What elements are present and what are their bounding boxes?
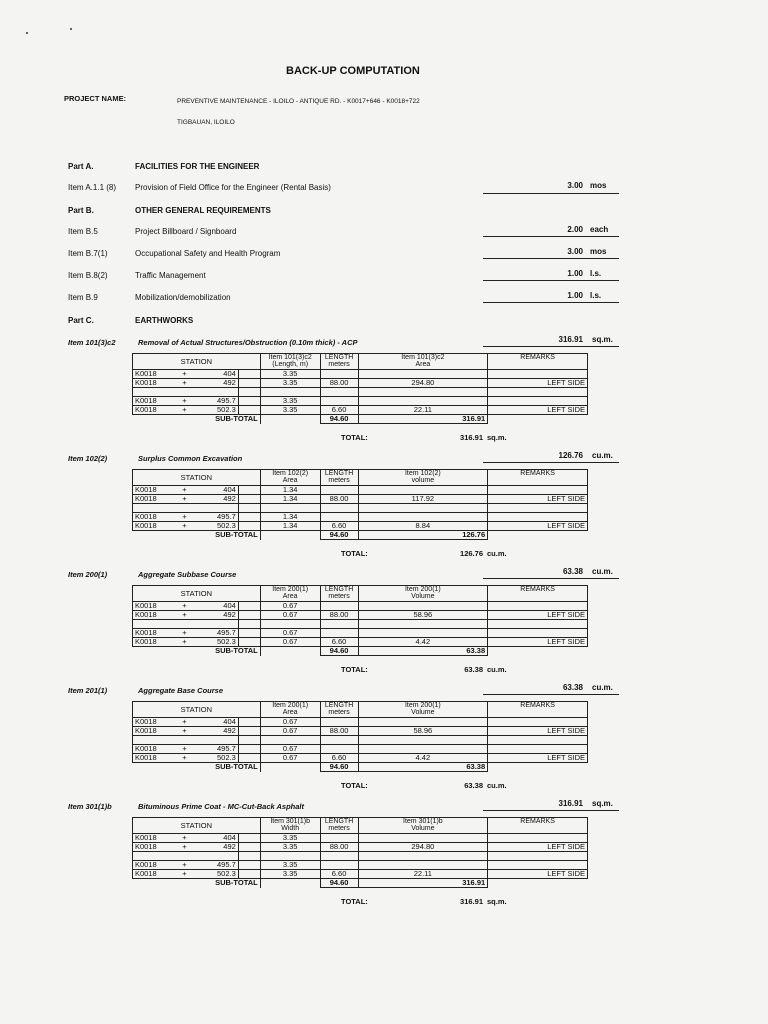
total-label: TOTAL: bbox=[341, 665, 368, 674]
item-a111-desc: Provision of Field Office for the Engineer (Rental Basis) bbox=[135, 183, 331, 192]
subtotal-length: 94.60 bbox=[320, 879, 358, 888]
item-header: Item 102(2) Area bbox=[260, 470, 320, 486]
length-header: LENGTH meters bbox=[320, 702, 358, 718]
total-label: TOTAL: bbox=[341, 897, 368, 906]
section-qty: 63.38 bbox=[562, 683, 583, 692]
item-b71-code: Item B.7(1) bbox=[68, 249, 108, 258]
station-header: STATION bbox=[133, 586, 261, 602]
section-item-title: Surplus Common Excavation bbox=[138, 454, 243, 463]
table-header-row bbox=[133, 818, 588, 834]
qty-underline bbox=[483, 280, 619, 281]
scan-mark bbox=[26, 32, 28, 34]
subtotal-row bbox=[133, 879, 588, 888]
remarks-header: REMARKS bbox=[488, 586, 588, 602]
total-unit: cu.m. bbox=[487, 549, 507, 558]
total-value: 126.76 bbox=[460, 549, 483, 558]
project-name-line1: PREVENTIVE MAINTENANCE - ILOILO - ANTIQUE RD. - K0017+646 - K0018+722 bbox=[177, 98, 420, 105]
subtotal-value: 316.91 bbox=[358, 879, 488, 888]
result-header: Item 200(1) Volume bbox=[358, 586, 488, 602]
section-item-code: Item 301(1)b bbox=[68, 802, 112, 811]
table-row: K0018 + 404 0.67 bbox=[133, 718, 588, 727]
table-row: K0018 + 492 0.67 88.00 58.96 LEFT SIDE bbox=[133, 727, 588, 736]
qty-underline bbox=[483, 193, 619, 194]
total-label: TOTAL: bbox=[341, 781, 368, 790]
qty-underline bbox=[483, 346, 619, 347]
item-b82-qty: 1.00 bbox=[567, 269, 583, 278]
total-value: 63.38 bbox=[464, 781, 483, 790]
subtotal-row bbox=[133, 415, 588, 424]
table-row: K0018 + 495.7 0.67 bbox=[133, 629, 588, 638]
table-row: K0018 + 502.3 1.34 6.60 8.84 LEFT SIDE bbox=[133, 522, 588, 531]
part-b-code: Part B. bbox=[68, 206, 94, 215]
section-unit: sq.m. bbox=[592, 335, 613, 344]
table-row: K0018 + 502.3 3.35 6.60 22.11 LEFT SIDE bbox=[133, 406, 588, 415]
table-spacer-row bbox=[133, 736, 588, 745]
table-spacer-row bbox=[133, 852, 588, 861]
computation-table bbox=[132, 585, 588, 656]
item-b9-qty: 1.00 bbox=[567, 291, 583, 300]
result-header: Item 301(1)b Volume bbox=[358, 818, 488, 834]
section-item-code: Item 102(2) bbox=[68, 454, 108, 463]
subtotal-length: 94.60 bbox=[320, 647, 358, 656]
part-a-code: Part A. bbox=[68, 162, 94, 171]
section-qty: 126.76 bbox=[558, 451, 583, 460]
item-b71-unit: mos bbox=[590, 247, 607, 256]
table-row: K0018 + 492 3.35 88.00 294.80 LEFT SIDE bbox=[133, 843, 588, 852]
item-b82-desc: Traffic Management bbox=[135, 271, 206, 280]
total-label: TOTAL: bbox=[341, 433, 368, 442]
qty-underline bbox=[483, 302, 619, 303]
total-value: 63.38 bbox=[464, 665, 483, 674]
remarks-header: REMARKS bbox=[488, 354, 588, 370]
station-header: STATION bbox=[133, 702, 261, 718]
item-a111-unit: mos bbox=[590, 181, 607, 190]
table-row: K0018 + 404 0.67 bbox=[133, 602, 588, 611]
table-row: K0018 + 492 0.67 88.00 58.96 LEFT SIDE bbox=[133, 611, 588, 620]
subtotal-value: 126.76 bbox=[358, 531, 488, 540]
item-header: Item 200(1) Area bbox=[260, 586, 320, 602]
subtotal-value: 316.91 bbox=[358, 415, 488, 424]
subtotal-label: SUB-TOTAL bbox=[200, 415, 260, 424]
table-row: K0018 + 495.7 3.35 bbox=[133, 861, 588, 870]
section-qty: 63.38 bbox=[562, 567, 583, 576]
subtotal-label: SUB-TOTAL bbox=[200, 879, 260, 888]
qty-underline bbox=[483, 258, 619, 259]
length-header: LENGTH meters bbox=[320, 586, 358, 602]
table-header-row bbox=[133, 354, 588, 370]
item-header: Item 200(1) Area bbox=[260, 702, 320, 718]
result-header: Item 200(1) Volume bbox=[358, 702, 488, 718]
total-value: 316.91 bbox=[460, 433, 483, 442]
table-spacer-row bbox=[133, 504, 588, 513]
qty-underline bbox=[483, 236, 619, 237]
scan-mark bbox=[70, 28, 72, 30]
table-row: K0018 + 502.3 0.67 6.60 4.42 LEFT SIDE bbox=[133, 638, 588, 647]
section-unit: cu.m. bbox=[592, 567, 613, 576]
section-item-title: Bituminous Prime Coat - MC-Cut-Back Asphalt bbox=[138, 802, 304, 811]
page-title: BACK-UP COMPUTATION bbox=[286, 65, 420, 77]
subtotal-length: 94.60 bbox=[320, 415, 358, 424]
table-row: K0018 + 495.7 3.35 bbox=[133, 397, 588, 406]
project-name-line2: TIGBAUAN, ILOILO bbox=[177, 119, 235, 126]
section-item-title: Removal of Actual Structures/Obstruction (0.10m thick) - ACP bbox=[138, 338, 358, 347]
section-item-code: Item 101(3)c2 bbox=[68, 338, 116, 347]
item-b5-desc: Project Billboard / Signboard bbox=[135, 227, 237, 236]
item-b82-code: Item B.8(2) bbox=[68, 271, 108, 280]
project-name-label: PROJECT NAME: bbox=[64, 94, 127, 103]
computation-table bbox=[132, 469, 588, 540]
table-row: K0018 + 492 1.34 88.00 117.92 LEFT SIDE bbox=[133, 495, 588, 504]
section-qty: 316.91 bbox=[558, 799, 583, 808]
qty-underline bbox=[483, 810, 619, 811]
subtotal-row bbox=[133, 647, 588, 656]
station-header: STATION bbox=[133, 470, 261, 486]
length-header: LENGTH meters bbox=[320, 818, 358, 834]
computation-table bbox=[132, 817, 588, 888]
item-b71-qty: 3.00 bbox=[567, 247, 583, 256]
subtotal-label: SUB-TOTAL bbox=[200, 531, 260, 540]
total-value: 316.91 bbox=[460, 897, 483, 906]
item-b9-unit: l.s. bbox=[590, 291, 602, 300]
length-header: LENGTH meters bbox=[320, 470, 358, 486]
subtotal-length: 94.60 bbox=[320, 531, 358, 540]
result-header: Item 102(2) volume bbox=[358, 470, 488, 486]
qty-underline bbox=[483, 578, 619, 579]
table-row: K0018 + 502.3 0.67 6.60 4.42 LEFT SIDE bbox=[133, 754, 588, 763]
part-c-title: EARTHWORKS bbox=[135, 316, 194, 325]
result-header: Item 101(3)c2 Area bbox=[358, 354, 488, 370]
table-row: K0018 + 404 1.34 bbox=[133, 486, 588, 495]
remarks-header: REMARKS bbox=[488, 470, 588, 486]
qty-underline bbox=[483, 462, 619, 463]
section-unit: cu.m. bbox=[592, 683, 613, 692]
subtotal-length: 94.60 bbox=[320, 763, 358, 772]
remarks-header: REMARKS bbox=[488, 702, 588, 718]
total-unit: sq.m. bbox=[487, 897, 507, 906]
item-b5-qty: 2.00 bbox=[567, 225, 583, 234]
item-b9-desc: Mobilization/demobilization bbox=[135, 293, 231, 302]
table-header-row bbox=[133, 586, 588, 602]
subtotal-row bbox=[133, 763, 588, 772]
section-unit: cu.m. bbox=[592, 451, 613, 460]
part-c-code: Part C. bbox=[68, 316, 94, 325]
part-b-title: OTHER GENERAL REQUIREMENTS bbox=[135, 206, 271, 215]
table-header-row bbox=[133, 702, 588, 718]
item-b71-desc: Occupational Safety and Health Program bbox=[135, 249, 281, 258]
item-a111-qty: 3.00 bbox=[567, 181, 583, 190]
table-row: K0018 + 404 3.35 bbox=[133, 834, 588, 843]
length-header: LENGTH meters bbox=[320, 354, 358, 370]
station-header: STATION bbox=[133, 354, 261, 370]
item-header: Item 301(1)b Width bbox=[260, 818, 320, 834]
subtotal-value: 63.38 bbox=[358, 763, 488, 772]
qty-underline bbox=[483, 694, 619, 695]
remarks-header: REMARKS bbox=[488, 818, 588, 834]
total-unit: cu.m. bbox=[487, 781, 507, 790]
item-b5-unit: each bbox=[590, 225, 609, 234]
computation-table bbox=[132, 701, 588, 772]
subtotal-label: SUB-TOTAL bbox=[200, 647, 260, 656]
total-unit: sq.m. bbox=[487, 433, 507, 442]
item-header: Item 101(3)c2 (Length, m) bbox=[260, 354, 320, 370]
table-row: K0018 + 495.7 0.67 bbox=[133, 745, 588, 754]
section-unit: sq.m. bbox=[592, 799, 613, 808]
total-label: TOTAL: bbox=[341, 549, 368, 558]
table-header-row bbox=[133, 470, 588, 486]
section-item-code: Item 201(1) bbox=[68, 686, 108, 695]
table-spacer-row bbox=[133, 620, 588, 629]
section-qty: 316.91 bbox=[558, 335, 583, 344]
part-a-title: FACILITIES FOR THE ENGINEER bbox=[135, 162, 260, 171]
subtotal-label: SUB-TOTAL bbox=[200, 763, 260, 772]
computation-table bbox=[132, 353, 588, 424]
item-b9-code: Item B.9 bbox=[68, 293, 98, 302]
station-header: STATION bbox=[133, 818, 261, 834]
section-item-title: Aggregate Base Course bbox=[138, 686, 224, 695]
item-b82-unit: l.s. bbox=[590, 269, 602, 278]
table-row: K0018 + 492 3.35 88.00 294.80 LEFT SIDE bbox=[133, 379, 588, 388]
total-unit: cu.m. bbox=[487, 665, 507, 674]
table-spacer-row bbox=[133, 388, 588, 397]
table-row: K0018 + 495.7 1.34 bbox=[133, 513, 588, 522]
subtotal-value: 63.38 bbox=[358, 647, 488, 656]
item-b5-code: Item B.5 bbox=[68, 227, 98, 236]
item-a111-code: Item A.1.1 (8) bbox=[68, 183, 117, 192]
table-row: K0018 + 502.3 3.35 6.60 22.11 LEFT SIDE bbox=[133, 870, 588, 879]
table-row: K0018 + 404 3.35 bbox=[133, 370, 588, 379]
subtotal-row bbox=[133, 531, 588, 540]
section-item-title: Aggregate Subbase Course bbox=[138, 570, 237, 579]
section-item-code: Item 200(1) bbox=[68, 570, 108, 579]
